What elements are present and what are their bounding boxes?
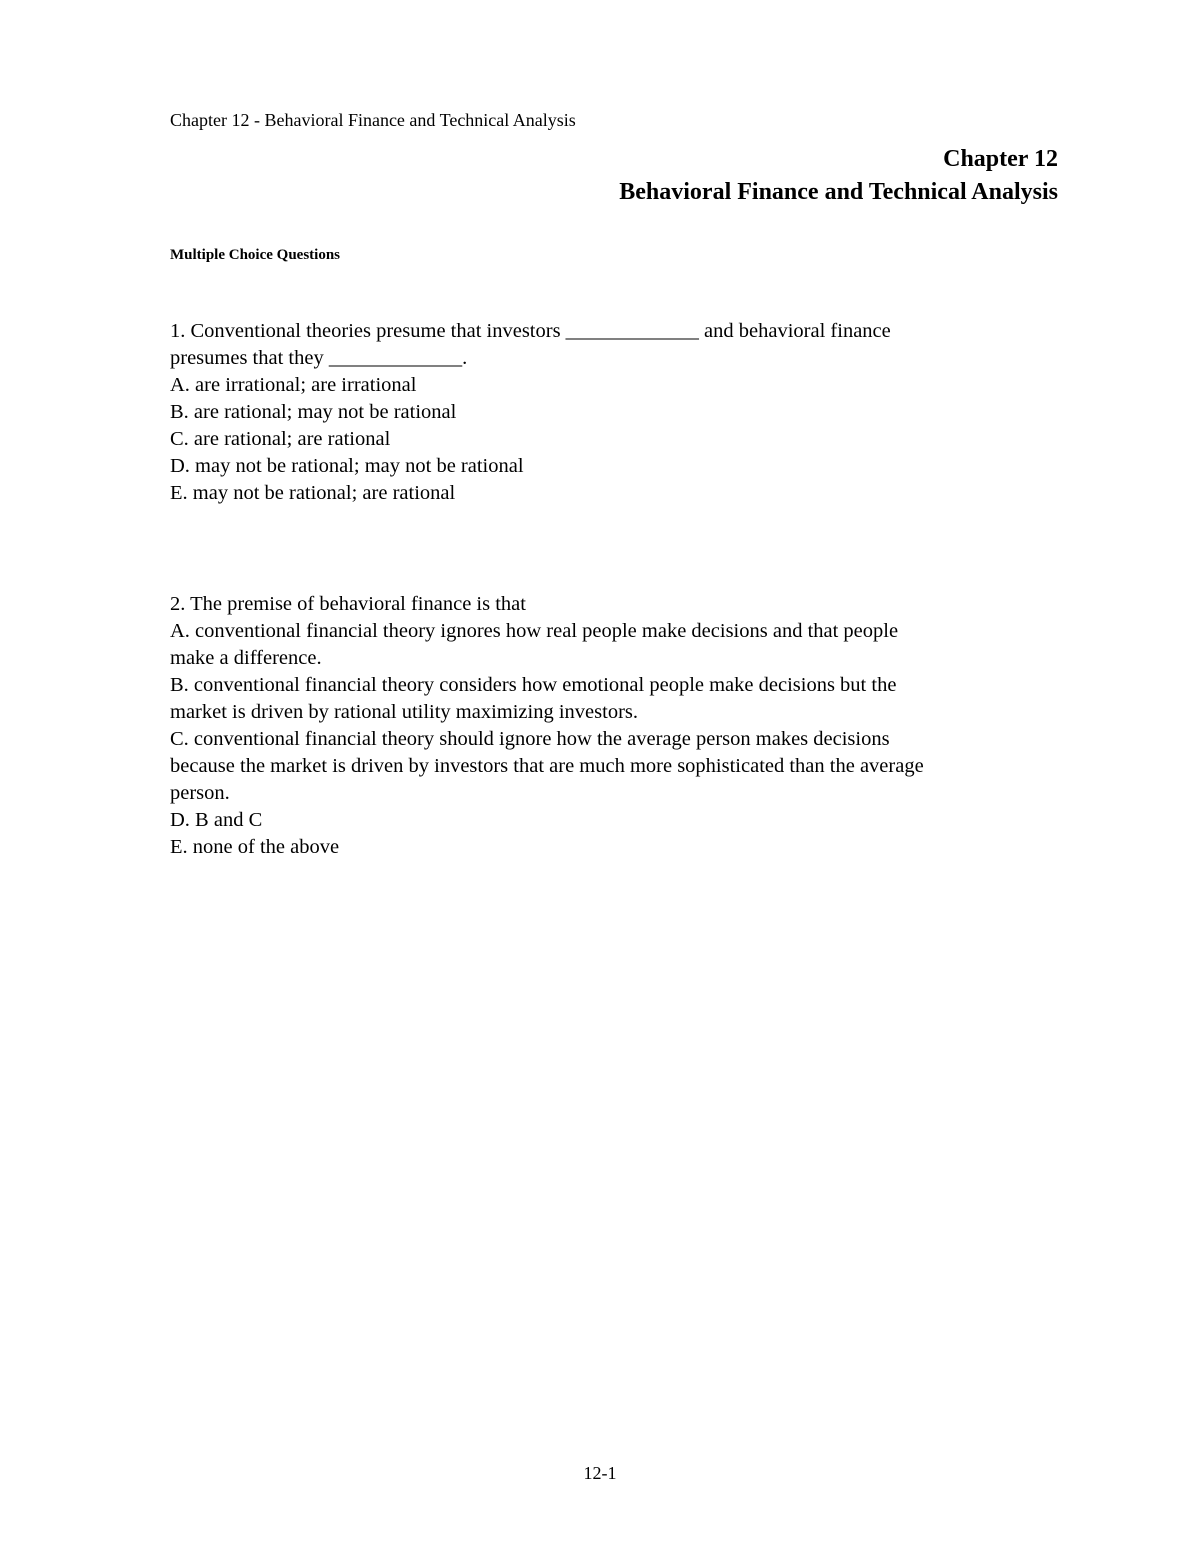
question-2 xyxy=(170,591,1050,861)
question-1-option-a: A. are irrational; are irrational xyxy=(170,374,417,396)
chapter-number: Chapter 12 xyxy=(943,146,1058,172)
question-2-option-b-line-2: market is driven by rational utility maximizing investors. xyxy=(170,701,638,723)
question-2-stem: 2. The premise of behavioral finance is that xyxy=(170,593,526,615)
question-1-option-b: B. are rational; may not be rational xyxy=(170,401,457,423)
question-2-option-d: D. B and C xyxy=(170,809,263,831)
question-2-option-c-line-1: C. conventional financial theory should ignore how the average person makes decisions xyxy=(170,728,890,750)
question-2-option-a-line-1: A. conventional financial theory ignores how real people make decisions and that people xyxy=(170,620,899,642)
question-2-option-a-line-2: make a difference. xyxy=(170,647,322,669)
question-2-option-b-line-1: B. conventional financial theory considers how emotional people make decisions but the xyxy=(170,674,897,696)
question-1-option-c: C. are rational; are rational xyxy=(170,428,391,450)
question-1 xyxy=(170,318,1050,507)
question-2-option-e: E. none of the above xyxy=(170,836,340,858)
page-number: 12-1 xyxy=(583,1463,617,1483)
running-header: Chapter 12 - Behavioral Finance and Technical Analysis xyxy=(170,110,576,130)
question-1-option-e: E. may not be rational; are rational xyxy=(170,482,456,504)
question-2-option-c-line-3: person. xyxy=(170,782,230,804)
question-1-stem-line-2: presumes that they _____________. xyxy=(170,347,468,369)
chapter-subtitle: Behavioral Finance and Technical Analysis xyxy=(619,179,1058,205)
question-1-stem-line-1: 1. Conventional theories presume that investors _____________ and behavioral finance xyxy=(170,320,891,342)
section-label: Multiple Choice Questions xyxy=(170,247,341,263)
question-1-option-d: D. may not be rational; may not be rational xyxy=(170,455,524,477)
chapter-title-block xyxy=(619,143,1058,209)
question-2-option-c-line-2: because the market is driven by investors that are much more sophisticated than the average xyxy=(170,755,924,777)
